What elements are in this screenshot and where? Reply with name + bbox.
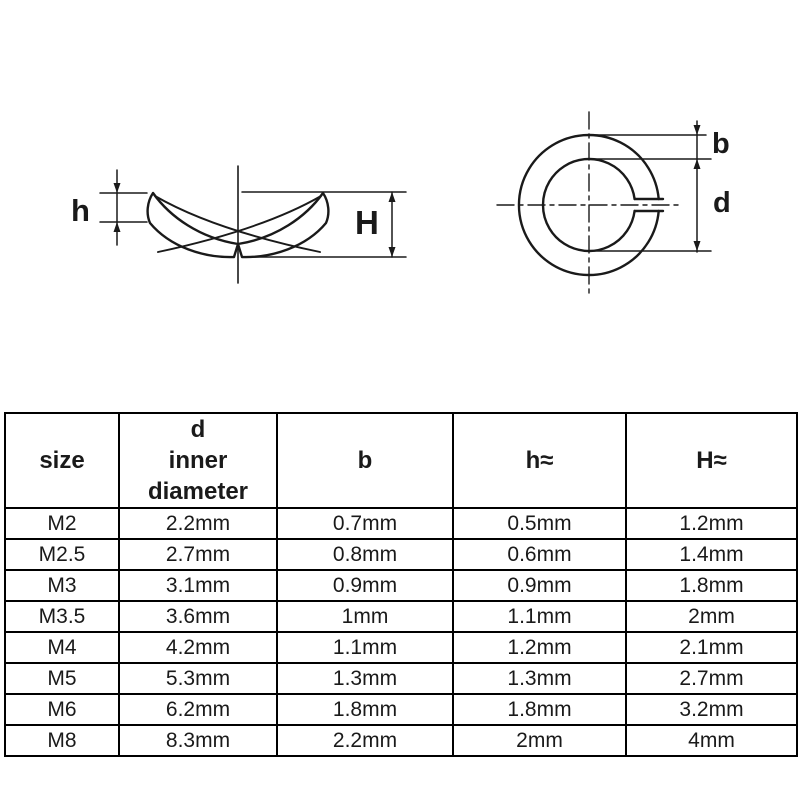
header-d-word2: diameter [147,478,249,505]
cell-H: 1.4mm [626,539,797,570]
header-inner-diameter [119,413,277,508]
cell-H: 4mm [626,725,797,756]
cell-H: 1.2mm [626,508,797,539]
dimension-arrowheads [114,183,396,257]
table-row [5,694,797,725]
cell-b: 1.3mm [277,663,453,694]
header-d-symbol: d [190,416,206,443]
dimension-label-h: h [71,193,90,228]
table-row [5,539,797,570]
cell-size: M3.5 [5,601,119,632]
table-row [5,663,797,694]
cell-size: M8 [5,725,119,756]
cell-size: M2 [5,508,119,539]
header-size: size [5,413,119,508]
cell-h: 1.2mm [453,632,626,663]
header-d-word1: inner [168,447,228,474]
cell-b: 0.7mm [277,508,453,539]
cell-H: 3.2mm [626,694,797,725]
header-b: b [277,413,453,508]
cell-size: M6 [5,694,119,725]
h-dimension-lines [100,170,147,245]
cell-b: 0.8mm [277,539,453,570]
cell-h: 0.5mm [453,508,626,539]
cell-h: 0.9mm [453,570,626,601]
cell-h: 1.3mm [453,663,626,694]
cell-h: 1.8mm [453,694,626,725]
table-row [5,601,797,632]
cell-H: 1.8mm [626,570,797,601]
cell-inner-diameter: 5.3mm [119,663,277,694]
cell-h: 2mm [453,725,626,756]
dimension-label-b: b [712,128,730,160]
table-row [5,725,797,756]
spec-table-header-row [5,413,797,508]
table-row [5,570,797,601]
dimension-label-H: H [355,204,379,241]
cell-size: M3 [5,570,119,601]
cell-h: 0.6mm [453,539,626,570]
cell-size: M5 [5,663,119,694]
cell-size: M4 [5,632,119,663]
cell-b: 0.9mm [277,570,453,601]
cell-inner-diameter: 2.7mm [119,539,277,570]
header-H: H≈ [626,413,797,508]
table-row [5,508,797,539]
cell-inner-diameter: 3.1mm [119,570,277,601]
cell-b: 2.2mm [277,725,453,756]
cell-H: 2mm [626,601,797,632]
cell-inner-diameter: 3.6mm [119,601,277,632]
table-row [5,632,797,663]
cell-inner-diameter: 6.2mm [119,694,277,725]
dimension-label-d: d [713,187,731,219]
cell-inner-diameter: 8.3mm [119,725,277,756]
top-view-centerlines [497,112,681,298]
cell-H: 2.1mm [626,632,797,663]
cell-size: M2.5 [5,539,119,570]
header-h: h≈ [453,413,626,508]
cell-b: 1.1mm [277,632,453,663]
b-d-dimension-lines [589,121,711,252]
cell-h: 1.1mm [453,601,626,632]
cell-b: 1.8mm [277,694,453,725]
cell-inner-diameter: 2.2mm [119,508,277,539]
spec-table [4,412,798,757]
cell-H: 2.7mm [626,663,797,694]
cell-inner-diameter: 4.2mm [119,632,277,663]
cell-b: 1mm [277,601,453,632]
